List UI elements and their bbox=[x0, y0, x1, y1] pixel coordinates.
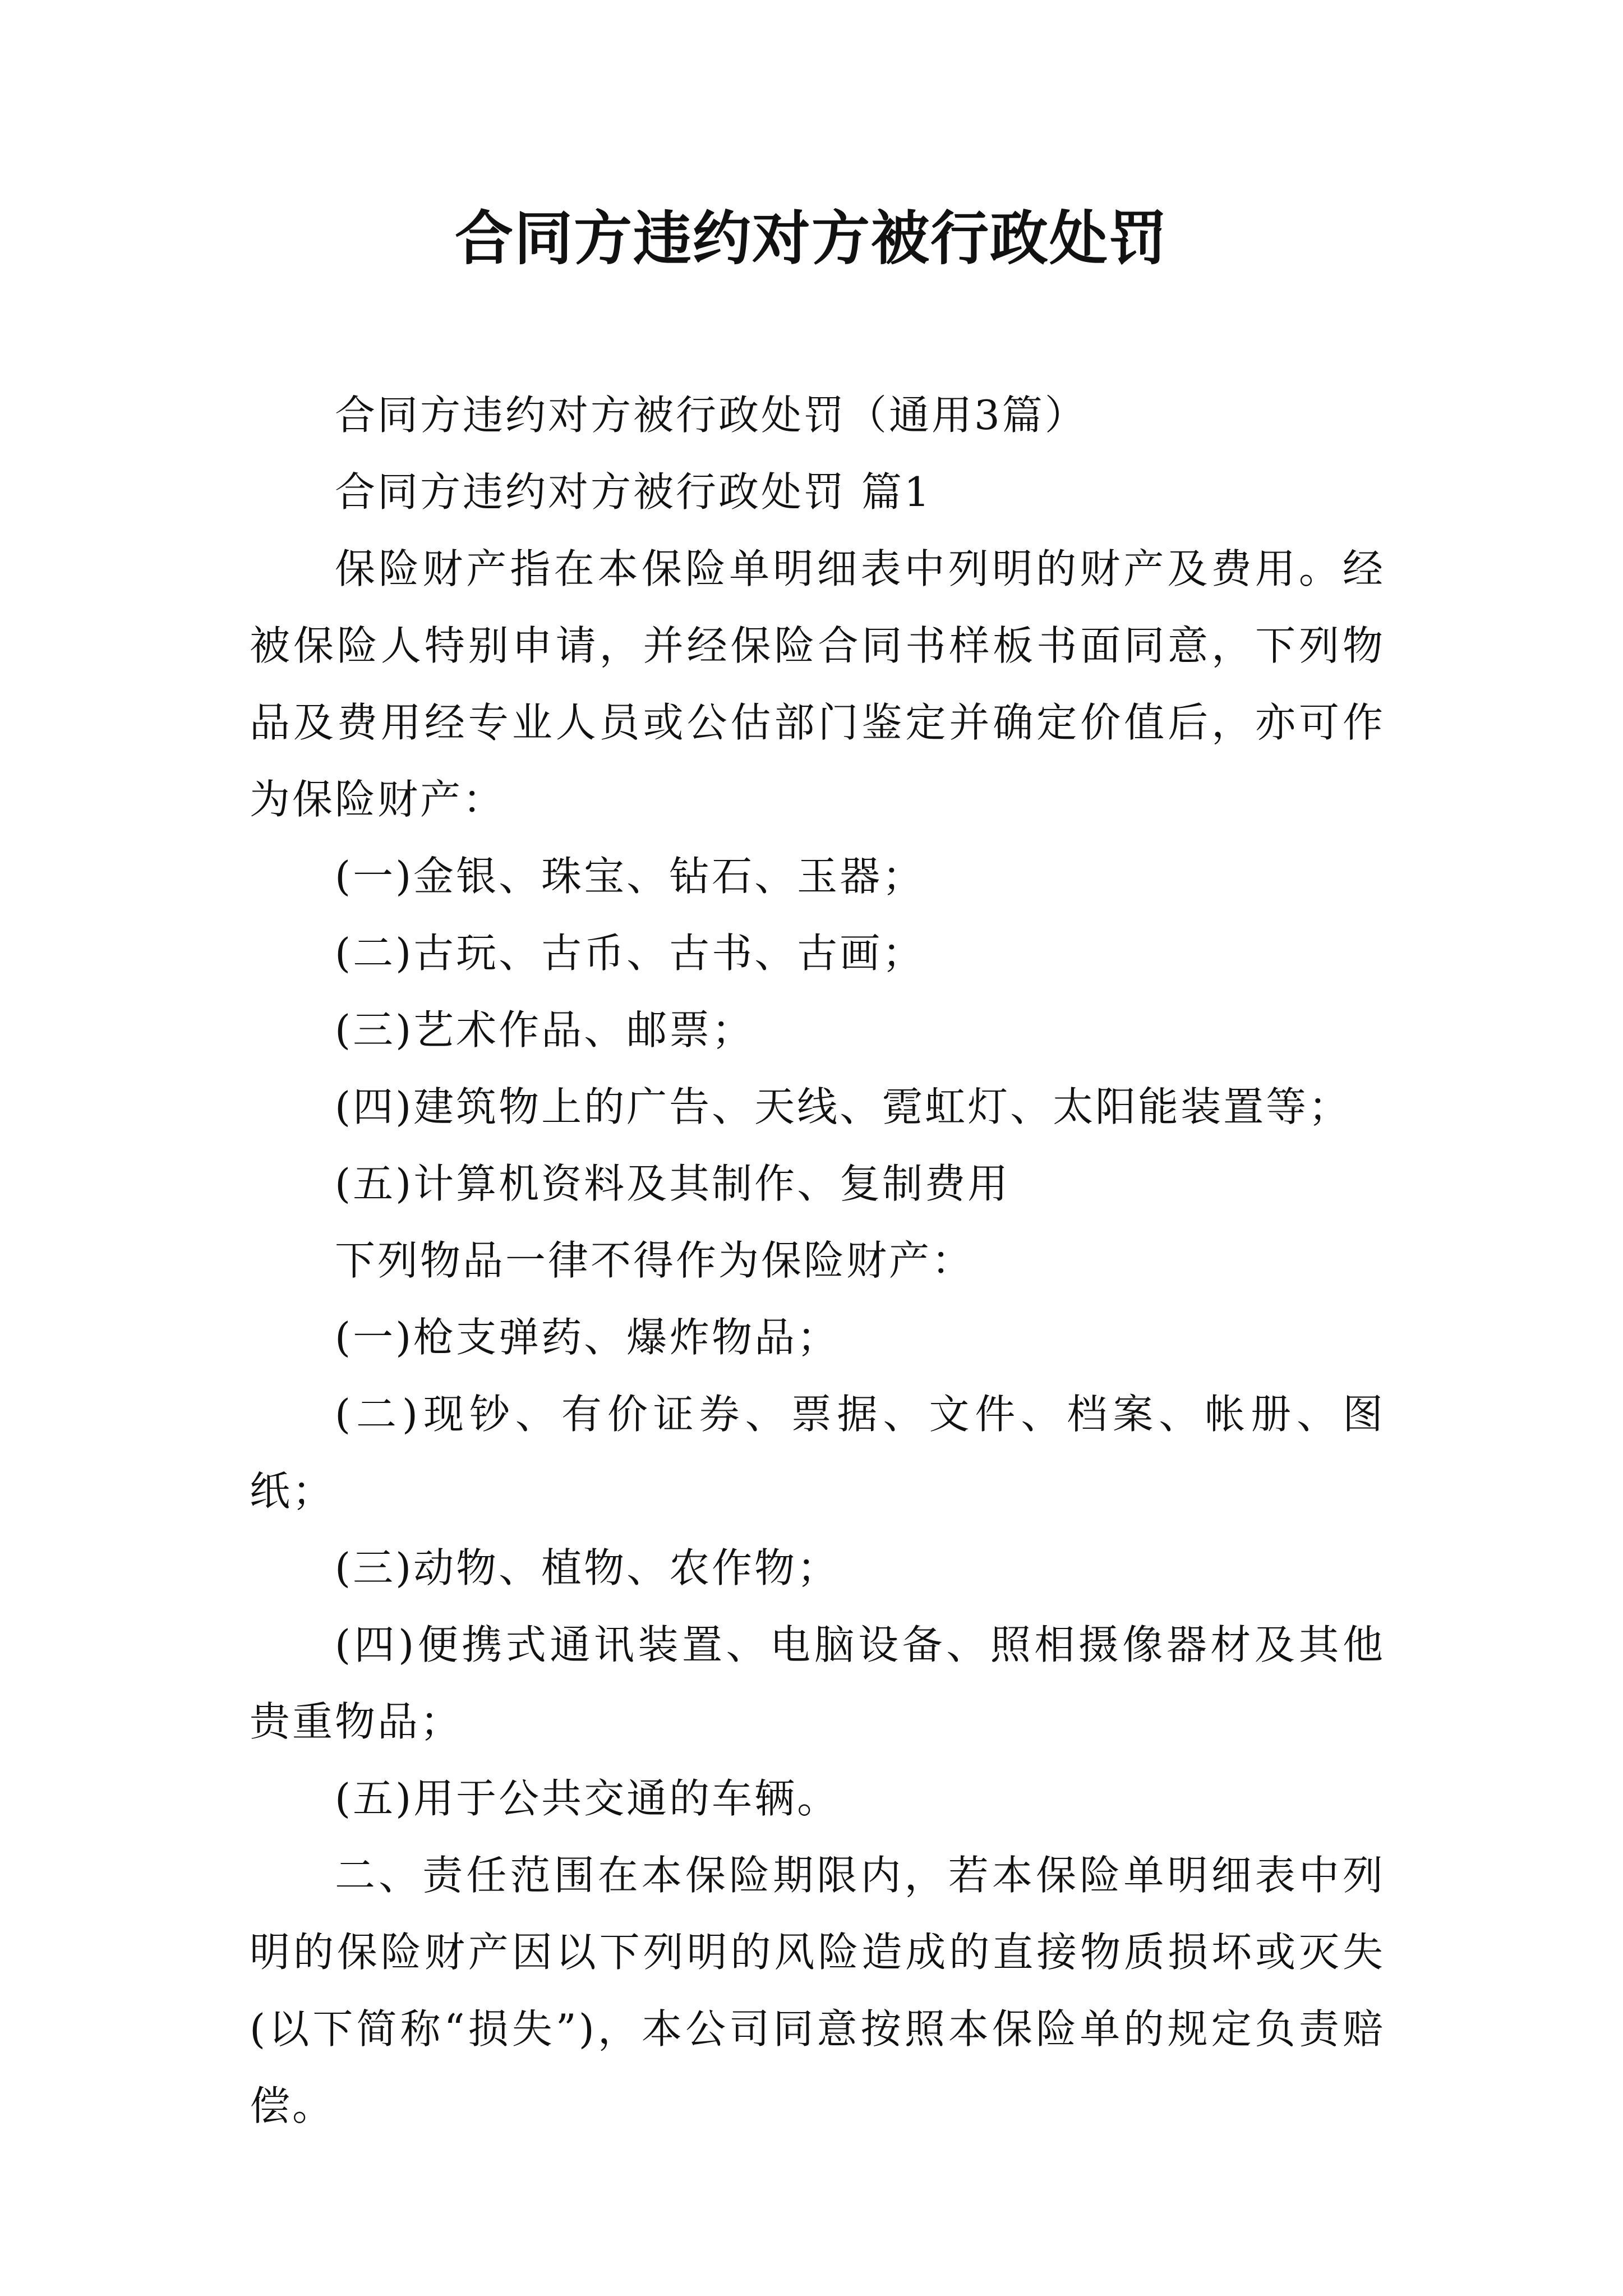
section-heading: 合同方违约对方被行政处罚 篇1 bbox=[335, 468, 932, 516]
document-body bbox=[250, 377, 1385, 2145]
list-item: (三)动物、植物、农作物； bbox=[335, 1544, 840, 1591]
list-item: (一)枪支弹药、爆炸物品； bbox=[335, 1314, 840, 1361]
paragraph-liability-scope: 二、责任范围在本保险期限内，若本保险单明细表中列明的保险财产因以下列明的风险造成的直接物质损坏或灭失(以下简称“损失”)，本公司同意按照本保险单的规定负责赔偿。 bbox=[250, 1852, 1385, 2129]
list-item: (二)现钞、有价证券、票据、文件、档案、帐册、图纸； bbox=[250, 1391, 1385, 1515]
list-item: (三)艺术作品、邮票； bbox=[335, 1006, 755, 1053]
list-item: (四)便携式通讯装置、电脑设备、照相摄像器材及其他贵重物品； bbox=[250, 1621, 1385, 1745]
list-item: (一)金银、珠宝、钻石、玉器； bbox=[335, 853, 925, 900]
paragraph-insured-property: 保险财产指在本保险单明细表中列明的财产及费用。经被保险人特别申请，并经保险合同书样板书面同意，下列物品及费用经专业人员或公估部门鉴定并确定价值后，亦可作为保险财产： bbox=[250, 545, 1385, 823]
subtitle-line: 合同方违约对方被行政处罚（通用3篇） bbox=[335, 392, 1087, 439]
list-item: (五)计算机资料及其制作、复制费用 bbox=[335, 1160, 1011, 1207]
list-item: (二)古玩、古币、古书、古画； bbox=[335, 930, 925, 977]
document-title: 合同方违约对方被行政处罚 bbox=[454, 204, 1168, 273]
list-item: (四)建筑物上的广告、天线、霓虹灯、太阳能装置等； bbox=[335, 1083, 1352, 1130]
list-item: (五)用于公共交通的车辆。 bbox=[335, 1775, 840, 1822]
paragraph-excluded-property: 下列物品一律不得作为保险财产： bbox=[335, 1237, 975, 1284]
